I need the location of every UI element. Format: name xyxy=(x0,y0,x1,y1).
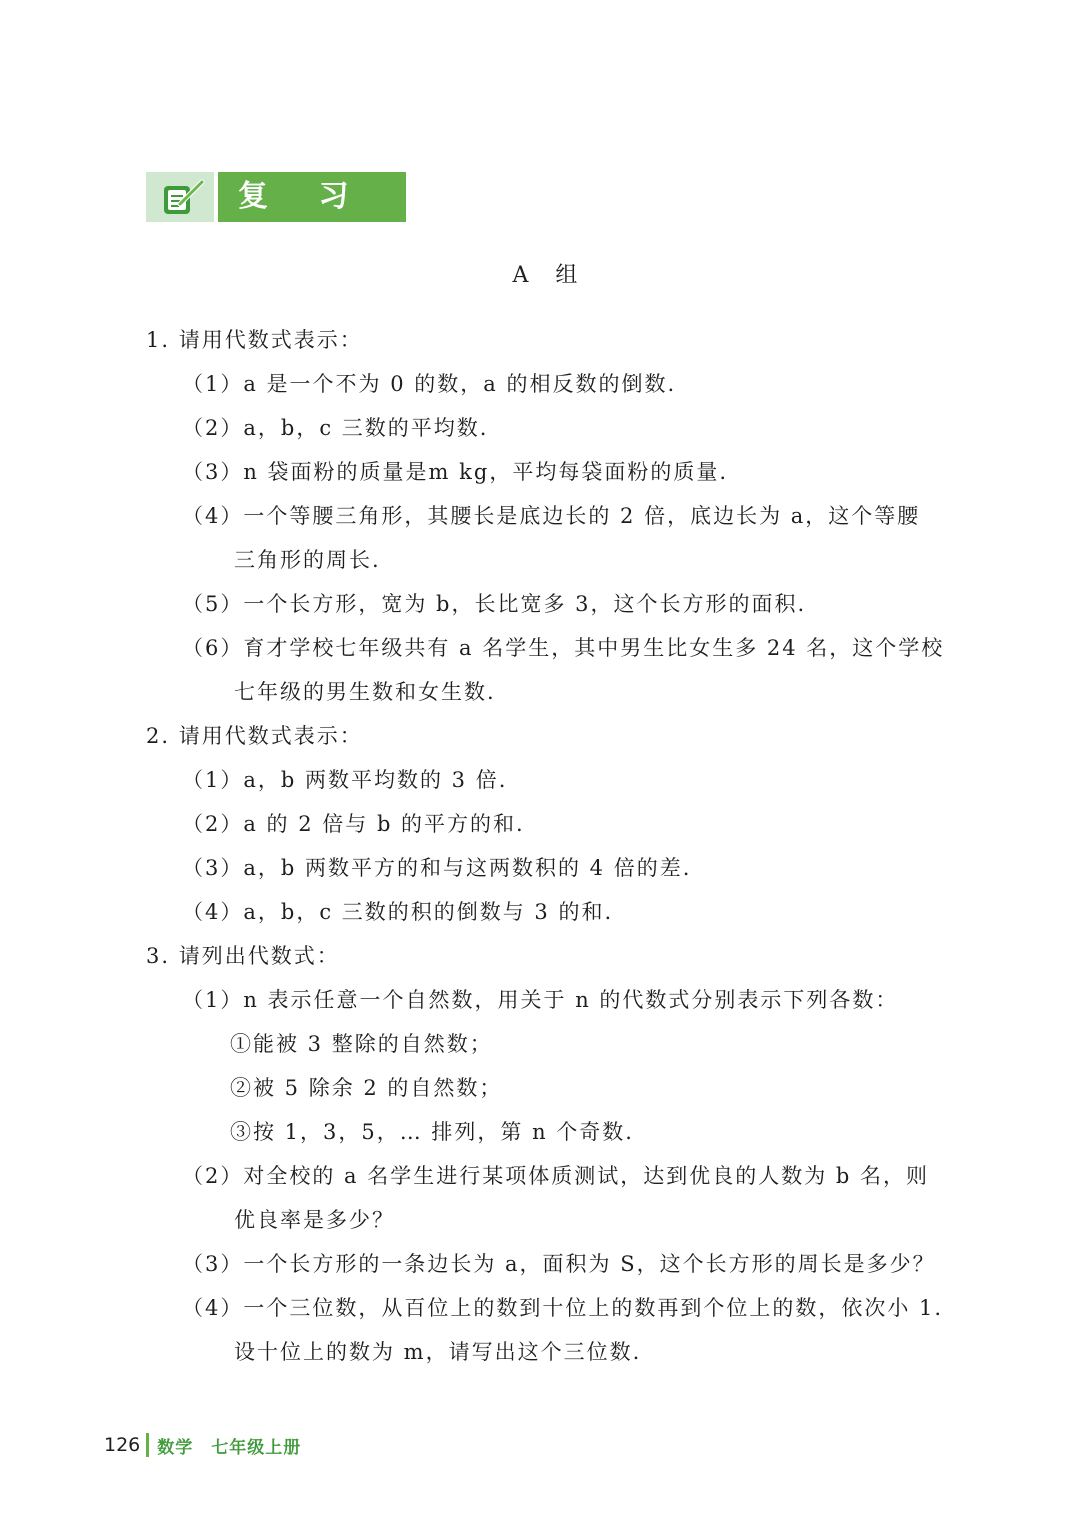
question-3-item-2-cont: 优良率是多少？ xyxy=(234,1208,395,1232)
question-3-item-4: （4）一个三位数，从百位上的数到十位上的数再到个位上的数，依次小 1. xyxy=(182,1296,944,1320)
question-1-item-6-cont: 七年级的男生数和女生数. xyxy=(234,680,496,704)
section-title: 复 习 题 xyxy=(218,172,406,222)
question-3-item-1: （1）n 表示任意一个自然数，用关于 n 的代数式分别表示下列各数： xyxy=(182,988,899,1012)
group-title: A 组 xyxy=(512,263,588,288)
question-2-item-4: （4）a，b，c 三数的积的倒数与 3 的和. xyxy=(182,900,614,924)
question-2-stem: 2. 请用代数式表示： xyxy=(146,724,363,748)
footer-divider xyxy=(146,1433,149,1457)
subject-label: 数学 xyxy=(157,1437,194,1458)
question-1-item-2: （2）a，b，c 三数的平均数. xyxy=(182,416,489,440)
pencil-notebook-icon xyxy=(160,178,206,218)
section-banner xyxy=(146,172,406,264)
question-1-item-5: （5）一个长方形，宽为 b，长比宽多 3，这个长方形的面积. xyxy=(182,592,807,616)
question-1-item-4-cont: 三角形的周长. xyxy=(234,548,381,572)
question-3-stem: 3. 请列出代数式： xyxy=(146,944,340,968)
exercise-list xyxy=(146,318,966,1374)
question-3-item-1-sub-3: ③按 1，3，5，… 排列，第 n 个奇数. xyxy=(230,1120,634,1144)
question-1-item-1: （1）a 是一个不为 0 的数，a 的相反数的倒数. xyxy=(182,372,677,396)
question-1-item-3: （3）n 袋面粉的质量是m kg，平均每袋面粉的质量. xyxy=(182,460,728,484)
book-title xyxy=(157,1433,319,1458)
question-3-item-3: （3）一个长方形的一条边长为 a，面积为 S，这个长方形的周长是多少？ xyxy=(182,1252,936,1276)
page-footer xyxy=(104,1430,319,1460)
banner-icon-box xyxy=(146,172,214,222)
question-3-item-4-cont: 设十位上的数为 m，请写出这个三位数. xyxy=(234,1340,642,1364)
question-1-item-6: （6）育才学校七年级共有 a 名学生，其中男生比女生多 24 名，这个学校 xyxy=(182,636,945,660)
question-2-item-2: （2）a 的 2 倍与 b 的平方的和. xyxy=(182,812,525,836)
question-1-item-4: （4）一个等腰三角形，其腰长是底边长的 2 倍，底边长为 a，这个等腰 xyxy=(182,504,921,528)
question-1-stem: 1. 请用代数式表示： xyxy=(146,328,363,352)
question-2-item-3: （3）a，b 两数平方的和与这两数积的 4 倍的差. xyxy=(182,856,692,880)
question-3-item-1-sub-2: ②被 5 除余 2 的自然数； xyxy=(230,1076,503,1100)
page-number: 126 xyxy=(104,1434,141,1456)
question-3-item-1-sub-1: ①能被 3 整除的自然数； xyxy=(230,1032,493,1056)
grade-label: 七年级上册 xyxy=(211,1437,302,1458)
question-3-item-2: （2）对全校的 a 名学生进行某项体质测试，达到优良的人数为 b 名，则 xyxy=(182,1164,930,1188)
question-2-item-1: （1）a，b 两数平均数的 3 倍. xyxy=(182,768,508,792)
